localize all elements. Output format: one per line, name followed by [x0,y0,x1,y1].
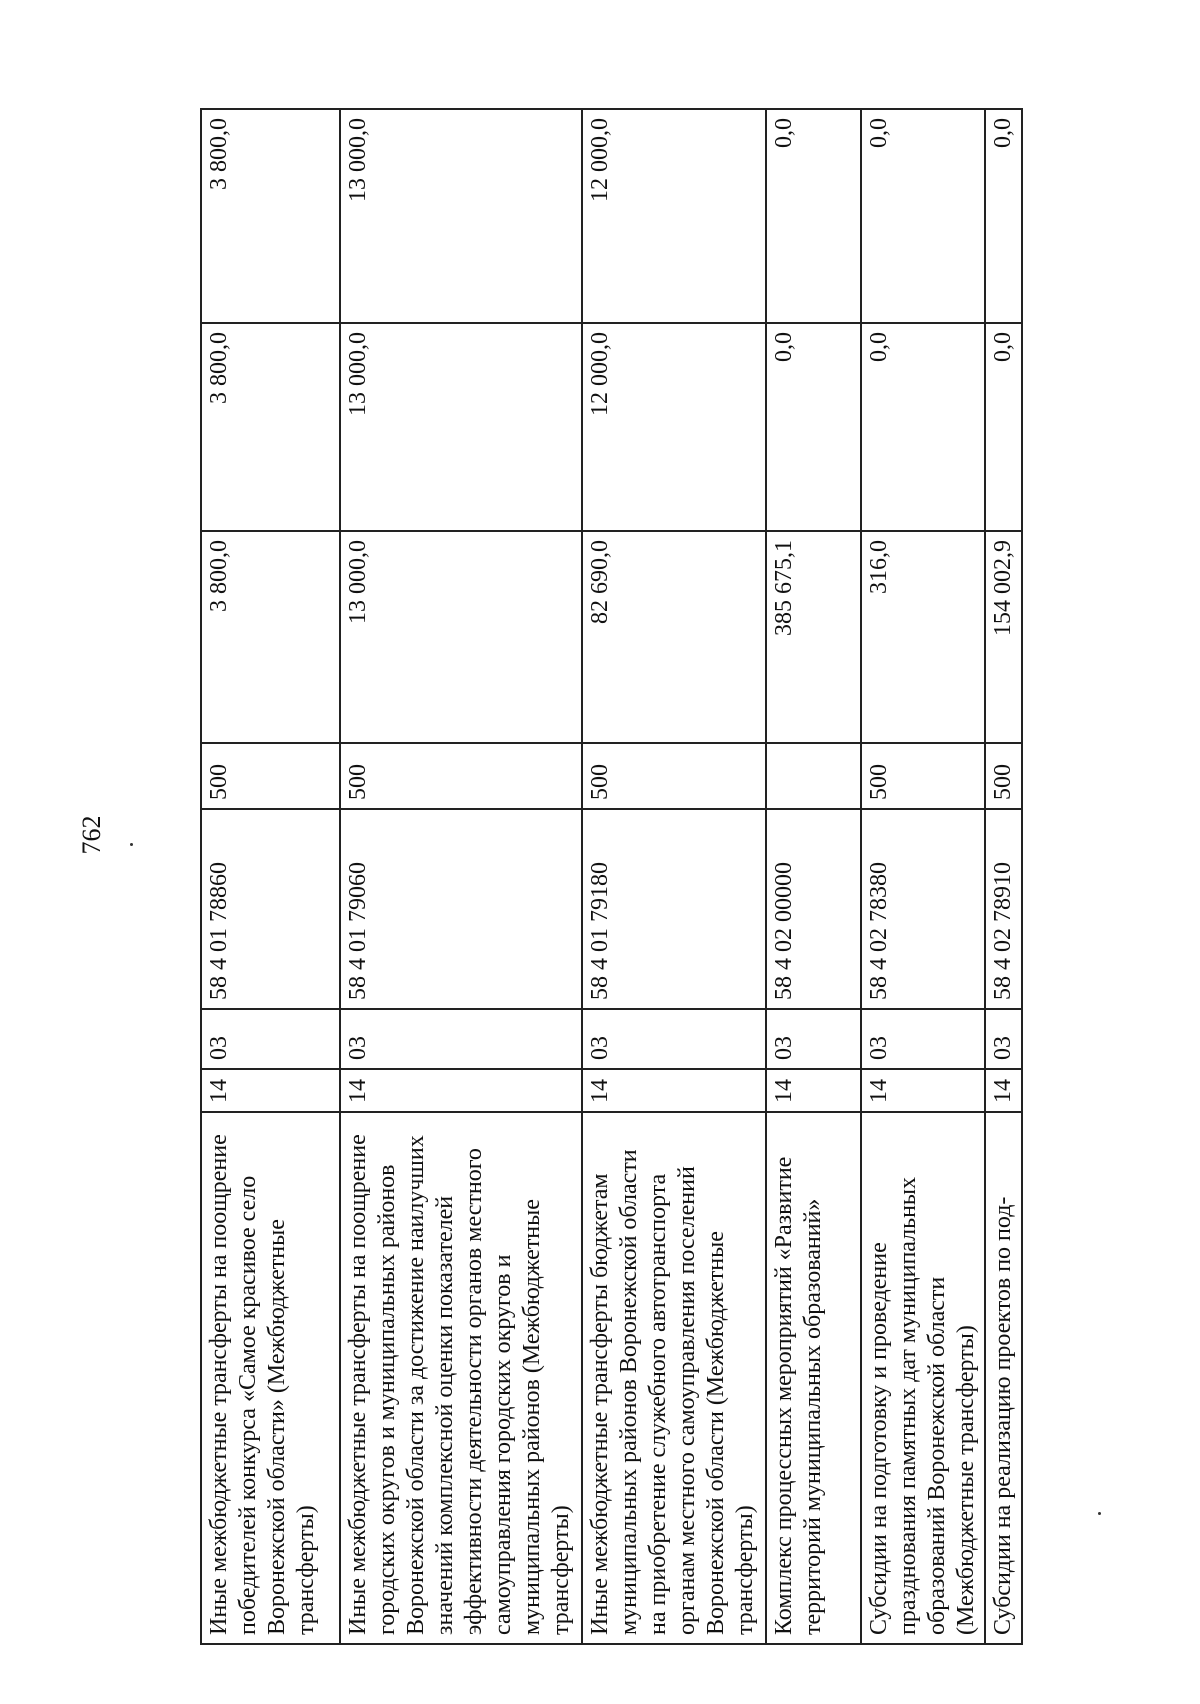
row-name-cell: Субсидии на подготовку и проведение празднования памятных дат муниципальных образований Воронежской области (Межбюджетные трансферты) [861,1112,985,1644]
section-code-cell: 14 [201,1069,340,1112]
subsection-code-cell: 03 [340,1009,582,1069]
section-code-cell: 14 [582,1069,766,1112]
row-name-cell: Иные межбюджетные трансферты на поощрение городских округов и муниципальных районов Воронежской области за достижение наилучших значений комплексной оценки показателей эффективности деятельности органов местного самоуправления городских округов и муниципальных районов (Межбюджетные трансферты) [340,1112,582,1644]
amount-cell-3: 12 000,0 [582,109,766,323]
amount-cell-1: 82 690,0 [582,531,766,743]
expense-type-cell [766,743,861,809]
amount-cell-3: 3 800,0 [201,109,340,323]
table-row [201,109,340,1644]
amount-cell-1: 13 000,0 [340,531,582,743]
scan-speck [130,843,133,846]
section-code-cell: 14 [340,1069,582,1112]
amount-cell-3: 0,0 [861,109,985,323]
target-article-cell: 58 4 02 78380 [861,809,985,1009]
row-name-cell: Иные межбюджетные трансферты на поощрение победителей конкурса «Самое красивое село Воронежской области» (Межбюджетные трансферты) [201,1112,340,1644]
amount-cell-2: 3 800,0 [201,323,340,531]
subsection-code-cell: 03 [582,1009,766,1069]
amount-cell-1: 154 002,9 [985,531,1022,743]
table-row [766,109,861,1644]
row-name-cell: Иные межбюджетные трансферты бюджетам муниципальных районов Воронежской области на приобретение служебного автотранспорта органам местного самоуправления поселений Воронежской области (Межбюджетные трансферты) [582,1112,766,1644]
amount-cell-2: 0,0 [766,323,861,531]
subsection-code-cell: 03 [201,1009,340,1069]
target-article-cell: 58 4 02 78910 [985,809,1022,1009]
table-row [985,109,1022,1644]
table-row [582,109,766,1644]
target-article-cell: 58 4 01 79060 [340,809,582,1009]
amount-cell-3: 0,0 [766,109,861,323]
section-code-cell: 14 [861,1069,985,1112]
section-code-cell: 14 [985,1069,1022,1112]
target-article-cell: 58 4 01 78860 [201,809,340,1009]
row-name-cell: Субсидии на реализацию проектов по под- [985,1112,1022,1644]
expense-type-cell: 500 [340,743,582,809]
amount-cell-3: 13 000,0 [340,109,582,323]
row-name-cell: Комплекс процессных мероприятий «Развитие территорий муниципальных образований» [766,1112,861,1644]
amount-cell-2: 12 000,0 [582,323,766,531]
target-article-cell: 58 4 01 79180 [582,809,766,1009]
section-code-cell: 14 [766,1069,861,1112]
table-row [861,109,985,1644]
page-number: 762 [77,815,106,855]
amount-cell-2: 0,0 [985,323,1022,531]
subsection-code-cell: 03 [766,1009,861,1069]
table-row [340,109,582,1644]
amount-cell-1: 316,0 [861,531,985,743]
target-article-cell: 58 4 02 00000 [766,809,861,1009]
subsection-code-cell: 03 [985,1009,1022,1069]
amount-cell-1: 3 800,0 [201,531,340,743]
amount-cell-3: 0,0 [985,109,1022,323]
expense-type-cell: 500 [861,743,985,809]
expense-type-cell: 500 [582,743,766,809]
expense-type-cell: 500 [201,743,340,809]
subsection-code-cell: 03 [861,1009,985,1069]
budget-table [200,108,1023,1645]
expense-type-cell: 500 [985,743,1022,809]
amount-cell-1: 385 675,1 [766,531,861,743]
scan-speck [1098,1512,1101,1515]
amount-cell-2: 0,0 [861,323,985,531]
amount-cell-2: 13 000,0 [340,323,582,531]
budget-table-rotated [200,110,1023,1645]
